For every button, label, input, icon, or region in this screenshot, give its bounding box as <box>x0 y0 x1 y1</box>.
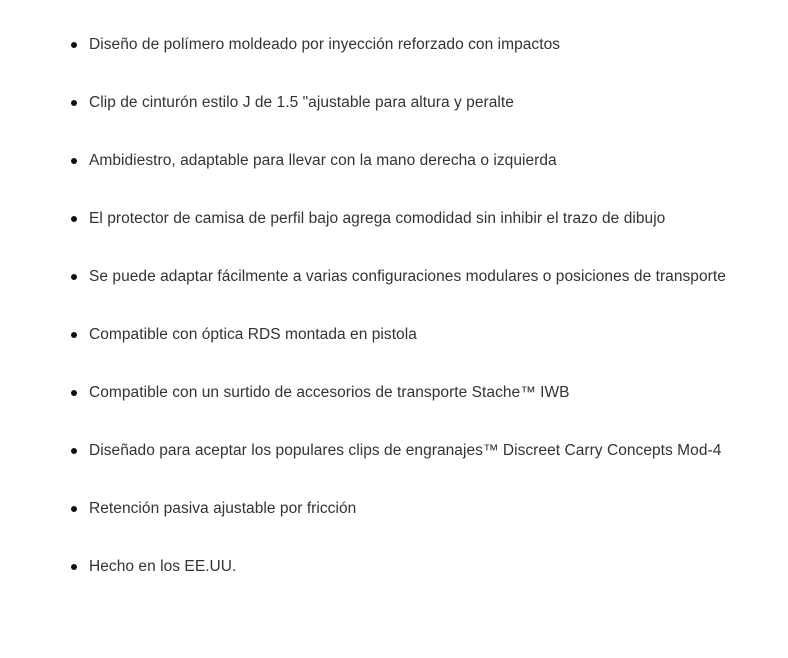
list-item <box>0 555 788 579</box>
feature-text: Retención pasiva ajustable por fricción <box>89 500 357 517</box>
feature-text: Hecho en los EE.UU. <box>89 558 237 575</box>
feature-text: Se puede adaptar fácilmente a varias configuraciones modulares o posiciones de transporte <box>89 268 726 285</box>
feature-text: Clip de cinturón estilo J de 1.5 "ajustable para altura y peralte <box>89 94 514 111</box>
list-item <box>0 33 788 57</box>
list-item <box>0 323 788 347</box>
bullet-icon <box>71 100 77 106</box>
list-item <box>0 381 788 405</box>
bullet-icon <box>71 564 77 570</box>
feature-text: Ambidiestro, adaptable para llevar con la mano derecha o izquierda <box>89 152 557 169</box>
list-item <box>0 497 788 521</box>
bullet-icon <box>71 506 77 512</box>
bullet-icon <box>71 42 77 48</box>
bullet-icon <box>71 274 77 280</box>
bullet-icon <box>71 216 77 222</box>
bullet-icon <box>71 390 77 396</box>
list-item <box>0 149 788 173</box>
list-item <box>0 91 788 115</box>
list-item <box>0 439 788 463</box>
feature-text: Diseñado para aceptar los populares clips de engranajes™ Discreet Carry Concepts Mod-4 <box>89 442 722 459</box>
list-item <box>0 207 788 231</box>
feature-text: El protector de camisa de perfil bajo agrega comodidad sin inhibir el trazo de dibujo <box>89 210 666 227</box>
list-item <box>0 265 788 289</box>
bullet-icon <box>71 448 77 454</box>
bullet-icon <box>71 332 77 338</box>
feature-text: Diseño de polímero moldeado por inyección reforzado con impactos <box>89 36 561 53</box>
feature-text: Compatible con óptica RDS montada en pistola <box>89 326 417 343</box>
bullet-icon <box>71 158 77 164</box>
feature-text: Compatible con un surtido de accesorios de transporte Stache™ IWB <box>89 384 570 401</box>
